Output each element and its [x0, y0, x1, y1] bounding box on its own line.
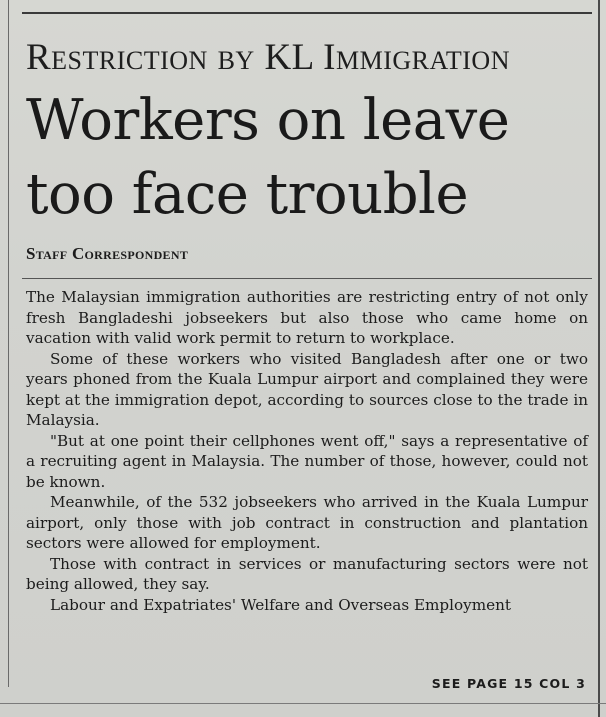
paragraph: Those with contract in services or manufacturing sectors were not being allowed, they say. — [26, 554, 588, 593]
paragraph: Some of these workers who visited Bangladesh after one or two years phoned from the Kuala Lumpur airport and complained they were kept at the immigration depot, according to sources close to the trade in Malaysia. — [26, 349, 588, 429]
paragraph: Labour and Expatriates' Welfare and Overseas Employment — [50, 595, 512, 614]
top-rule — [22, 12, 592, 14]
bottom-rule — [0, 703, 606, 704]
headline-line-1: Workers on leave — [26, 88, 510, 153]
headline-line-2: too face trouble — [26, 162, 469, 227]
byline: Staff Correspondent — [26, 244, 189, 263]
continuation-reference: SEE PAGE 15 COL 3 — [431, 676, 586, 691]
article-body — [26, 287, 588, 615]
headline — [26, 84, 596, 232]
kicker: Restriction by KL Immigration — [26, 37, 510, 78]
paragraph: The Malaysian immigration authorities are restricting entry of not only fresh Bangladeshi jobseekers but also those who came home on vacation with valid work permit to return to workplace. — [26, 288, 588, 347]
byline-rule — [22, 278, 592, 279]
paragraph: "But at one point their cellphones went off," says a representative of a recruiting agent in Malaysia. The number of those, however, could not be known. — [26, 431, 588, 491]
paragraph: Meanwhile, of the 532 jobseekers who arrived in the Kuala Lumpur airport, only those with job contract in construction and plantation sectors were allowed for employment. — [26, 493, 588, 552]
left-column-rule — [8, 0, 9, 687]
right-column-rule — [598, 0, 600, 717]
